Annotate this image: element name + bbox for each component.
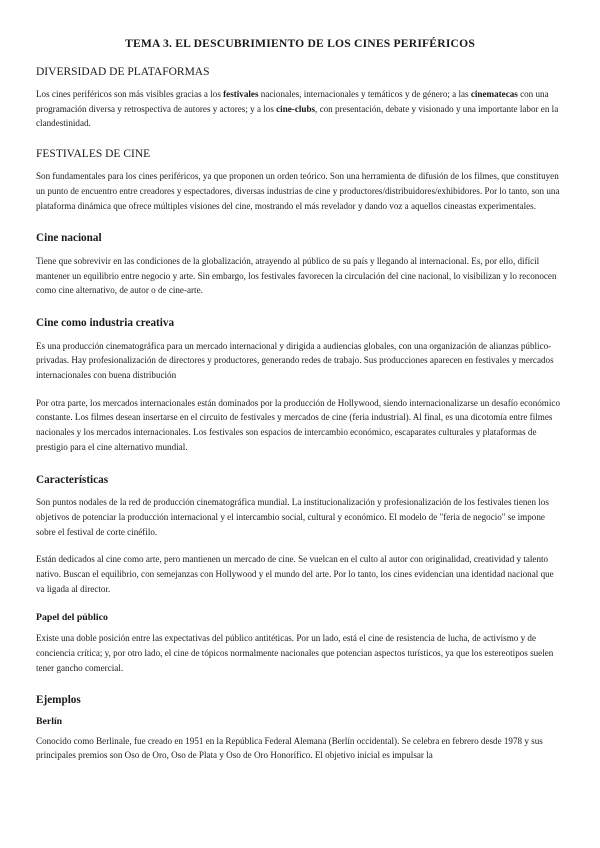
subsection-heading-papel-publico: Papel del público <box>36 612 108 624</box>
paragraph-caracteristicas-2: Están dedicados al cine como arte, pero mantienen un mercado de cine. Se vuelcan en el culto al autor con originalidad, creatividad y talento nativo. Buscan el equilibrio, con semejanzas con Hollywood y el mundo del arte. Por lo tanto, los cines evidencian una identidad nacional que va ligada al director. <box>36 554 554 594</box>
text-fragment: Los cines periféricos son más visibles gracias a los <box>36 89 224 99</box>
paragraph-industria-creativa-2: Por otra parte, los mercados internacionales están dominados por la producción de Hollywood, siendo internacionalizarse un desafío económico constante. Los filmes desean insertarse en el circuito de festivales y mercados de cine (feria industrial). Al final, es una dicotomía entre filmes nacionales y los mercados internacionales. Los festivales son espacios de intercambio económico, escaparates culturales y plataformas de prestigio para el cine alternativo mundial. <box>36 397 560 452</box>
text-fragment: , con presentación, debate y visionado y una importante labor en la clandestinidad. <box>36 103 559 129</box>
paragraph-papel-publico: Existe una doble posición entre las expectativas del público antitéticas. Por un lado, está el cine de resistencia de lucha, de activismo y de conciencia crítica; y, por otro lado, el cine de tópicos normalmente nacionales que potencian aspectos turísticos, ya que los estereotipos suelen tener gancho comercial. <box>36 633 554 673</box>
section-heading-ejemplos: Ejemplos <box>36 694 81 707</box>
subsection-heading-industria-creativa: Cine como industria creativa <box>36 316 175 329</box>
paragraph-cine-nacional: Tiene que sobrevivir en las condiciones de la globalización, atrayendo al público de su país y llegando al internacional. Es, por ello, difícil mantener un equilibrio entre negocio y arte. Sin embargo, los festivales favorecen la circulación del cine nacional, lo visibilizan y lo reconocen como cine alternativo, de autor o de cine-arte. <box>36 255 557 296</box>
bold-festivales: festivales <box>223 89 259 99</box>
example-heading-berlin: Berlín <box>36 715 63 727</box>
page-title: TEMA 3. EL DESCUBRIMIENTO DE LOS CINES PERIFÉRICOS <box>125 37 475 50</box>
section-heading-festivales: FESTIVALES DE CINE <box>36 148 151 161</box>
text-fragment: con una programación diversa y retrospectiva de autores y actores; y a los <box>36 89 549 114</box>
paragraph-industria-creativa-1: Es una producción cinematográfica para un mercado internacional y dirigida a audiencias globales, con una organización de alianzas público-privadas. Hay profesionalización de directores y productores, generando redes de trabajo. Sus producciones aparecen en festivales y mercados internacionales con buena distribución <box>36 340 554 380</box>
section-heading-diversidad: DIVERSIDAD DE PLATAFORMAS <box>36 66 210 79</box>
bold-cine-clubs: cine-clubs <box>276 103 316 114</box>
paragraph-diversidad <box>36 87 564 131</box>
paragraph-festivales: Son fundamentales para los cines periféricos, ya que proponen un orden teórico. Son una herramienta de difusión de los filmes, que constituyen un punto de encuentro entre creadores y espectadores, diversas industrias de cine y productores/distribuidores/exhibidores. Por lo tanto, son una plataforma dinámica que ofrece múltiples visiones del cine, mostrando el más revelador y dando voz a aquellos cineastas experimentales. <box>36 171 560 211</box>
subsection-heading-cine-nacional: Cine nacional <box>36 232 102 245</box>
paragraph-caracteristicas-1: Son puntos nodales de la red de producción cinematográfica mundial. La institucionalización y profesionalización de los festivales tienen los objetivos de potenciar la producción internacional y el intercambio social, cultural y económico. El modelo de "feria de negocio" se impone sobre el festival de corte cinéfilo. <box>36 497 549 537</box>
text-fragment: nacionales, internacionales y temáticos y de género; a las <box>258 89 471 99</box>
bold-cinematecas: cinematecas <box>470 89 518 99</box>
subsection-heading-caracteristicas: Características <box>36 473 109 486</box>
paragraph-berlin: Conocido como Berlinale, fue creado en 1951 en la República Federal Alemana (Berlín occidental). Se celebra en febrero desde 1978 y sus principales premios son Oso de Oro, Oso de Plata y Oso de Oro Honorífico. El objetivo inicial es impulsar la <box>36 735 543 761</box>
